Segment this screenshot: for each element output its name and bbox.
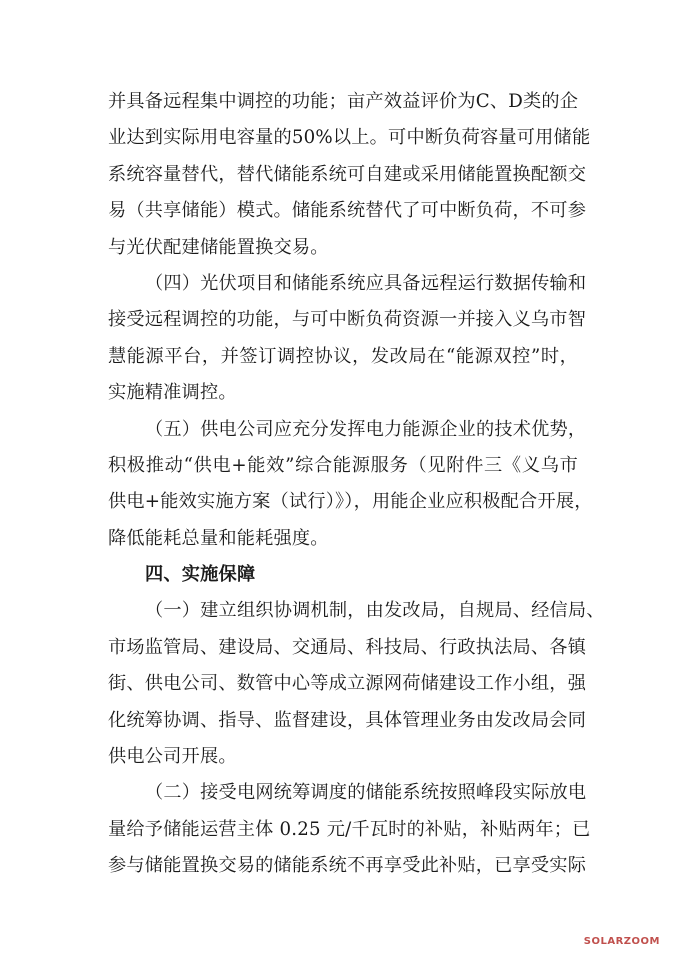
paragraph-line: 化统筹协调、指导、监督建设，具体管理业务由发改局会同 (108, 709, 587, 731)
paragraph-line: 易（共享储能）模式。储能系统替代了可中断负荷，不可参 (108, 200, 587, 222)
paragraph-line: 实施精准调控。 (108, 382, 237, 404)
paragraph-line: 与光伏配建储能置换交易。 (108, 236, 329, 258)
paragraph-line: 接受远程调控的功能，与可中断负荷资源一并接入义乌市智 (108, 309, 587, 331)
paragraph-line: 供电公司开展。 (108, 746, 237, 768)
paragraph-line: 业达到实际用电容量的50%以上。可中断负荷容量可用储能 (108, 127, 591, 149)
watermark-logo: SOLARZOOM (583, 936, 660, 947)
paragraph-line: 并具备远程集中调控的功能；亩产效益评价为C、D类的企 (108, 91, 579, 112)
document-body (108, 84, 605, 885)
paragraph-line: （一）建立组织协调机制，由发改局，自规局、经信局、 (145, 600, 605, 622)
paragraph-line: 降低能耗总量和能耗强度。 (108, 527, 329, 549)
paragraph-line: 街、供电公司、数管中心等成立源网荷储建设工作小组，强 (108, 673, 587, 695)
paragraph-line: 系统容量替代，替代储能系统可自建或采用储能置换配额交 (108, 163, 587, 185)
section-heading: 四、实施保障 (145, 564, 256, 586)
paragraph-line: 市场监管局、建设局、交通局、科技局、行政执法局、各镇 (108, 636, 587, 658)
paragraph-line: 量给予储能运营主体 0.25 元/千瓦时的补贴，补贴两年；已 (108, 818, 591, 840)
paragraph-line: （五）供电公司应充分发挥电力能源企业的技术优势， (145, 418, 587, 440)
paragraph-line: 慧能源平台，并签订调控协议，发改局在“能源双控”时， (108, 345, 578, 367)
paragraph-line: （四）光伏项目和储能系统应具备远程运行数据传输和 (145, 272, 587, 294)
paragraph-line: 积极推动“供电+能效”综合能源服务（见附件三《义乌市 (108, 454, 578, 476)
paragraph-line: 参与储能置换交易的储能系统不再享受此补贴，已享受实际 (108, 855, 587, 877)
paragraph-line: 供电+能效实施方案（试行）》），用能企业应积极配合开展， (108, 491, 593, 513)
paragraph-line: （二）接受电网统筹调度的储能系统按照峰段实际放电 (145, 782, 587, 804)
